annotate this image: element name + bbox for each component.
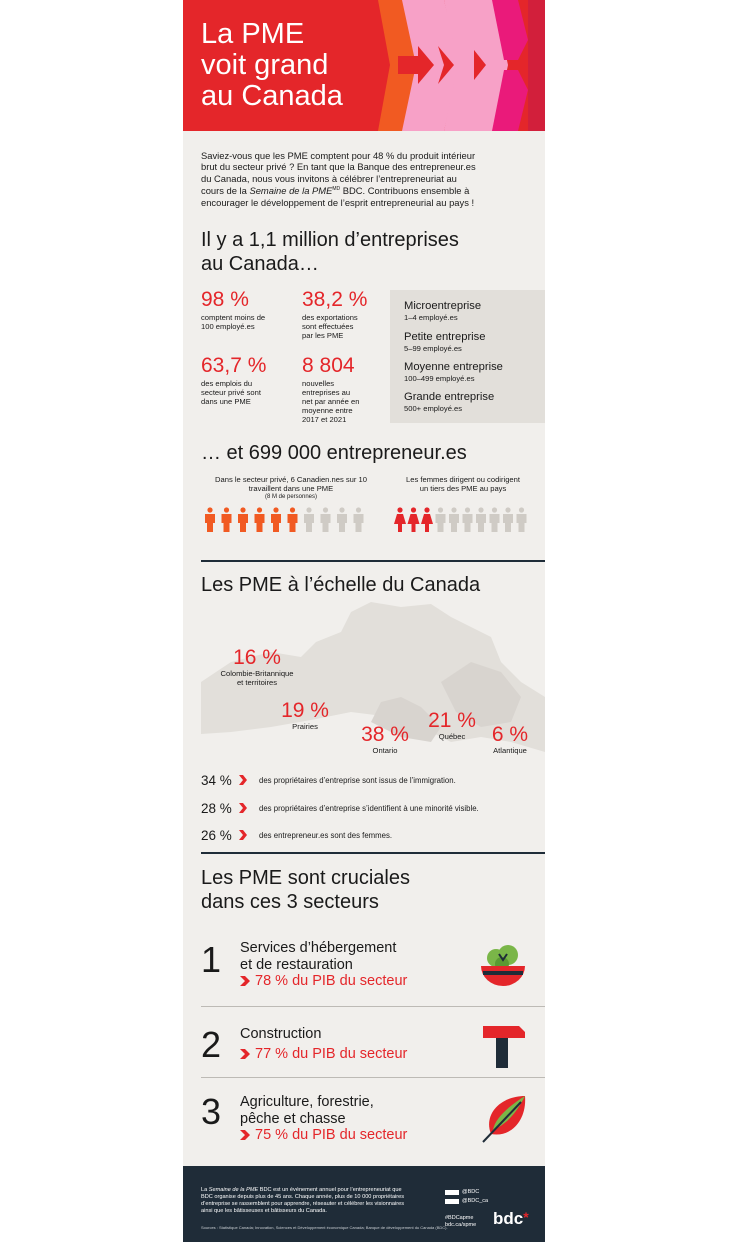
salad-bowl-icon — [479, 944, 527, 990]
website-link[interactable]: bdc.ca/spme — [445, 1222, 477, 1228]
size-small: Petite entreprise 5–99 employé.es — [404, 331, 486, 353]
arrow-right-icon — [239, 775, 247, 785]
social-handle-link[interactable]: @BDC_ca — [462, 1198, 489, 1204]
hammer-icon — [479, 1022, 527, 1070]
intro-line: brut du secteur privé ? En tant que la Banque des entrepreneur.es — [201, 161, 476, 173]
footer — [183, 1166, 545, 1242]
section-divider — [201, 560, 545, 562]
section-divider — [201, 852, 545, 854]
social-icons — [445, 1190, 459, 1195]
person-icon — [490, 507, 500, 532]
person-icon — [271, 507, 281, 532]
intro-line: Saviez-vous que les PME comptent pour 48 % du produit intérieur — [201, 150, 476, 161]
stat-immigration: 34 % des propriétaires d’entreprise sont issus de l’immigration. — [201, 772, 456, 788]
arrow-right-icon — [240, 975, 251, 987]
regions-heading: Les PME à l’échelle du Canada — [201, 574, 481, 596]
size-medium: Moyenne entreprise 100–499 employé.es — [404, 361, 503, 383]
sector-accommodation: Services d’hébergement et de restauration 78 % du PIB du secteur — [240, 940, 408, 989]
person-icon — [337, 507, 347, 532]
person-icon — [463, 507, 473, 532]
stat-value: 98 % — [201, 288, 249, 311]
stat-value: 38,2 % — [302, 288, 368, 311]
intro-paragraph — [201, 150, 545, 208]
person-icon — [421, 507, 433, 532]
businesses-heading: Il y a 1,1 million d’entreprises au Canada… — [201, 229, 459, 275]
stat-women: 26 % des entrepreneur.es sont des femmes. — [201, 827, 393, 843]
person-icon — [288, 507, 298, 532]
stat-value: 63,7 % — [201, 354, 267, 377]
stat-small-business: 98 % comptent moins de 100 employé.es — [201, 288, 266, 331]
person-icon — [354, 507, 364, 532]
person-icon — [408, 507, 420, 532]
arrow-right-icon — [240, 1129, 251, 1141]
stat-visible-minority: 28 % des propriétaires d’entreprise s’identifient à une minorité visible. — [201, 800, 479, 816]
women-caption: Les femmes dirigent ou codirigent un tiers des PME au pays — [406, 475, 520, 493]
footer-links — [445, 1215, 476, 1229]
sector-number: 2 — [201, 1024, 222, 1065]
stat-new-businesses: 8 804 nouvelles entreprises au net par année en moyenne entre 2017 et 2021 — [302, 354, 360, 424]
intro-line: encourager le développement de l’esprit entrepreneurial au pays ! — [201, 196, 475, 208]
business-size-box — [390, 290, 545, 423]
leaf-icon — [481, 1094, 527, 1144]
footer-description: La Semaine de la PME BDC est un événement annuel pour l’entrepreneuriat que BDC organise depuis plus de 45 ans. Chaque année, plus de 10 000 propriétaires d’entreprise se rassemblent pour apprendre, réseauter et célébrer les visionnaires ainsi que les bâtisseuses et bâtisseurs du Canada. — [201, 1187, 405, 1214]
page-title — [201, 19, 343, 112]
people-women-pictogram — [393, 507, 538, 533]
title-line: voit grand — [201, 49, 329, 81]
person-icon — [436, 507, 446, 532]
footer-social — [445, 1188, 488, 1206]
region-prairies: 19 % Prairies — [281, 699, 329, 731]
people-workers-pictogram — [203, 507, 373, 533]
sectors-heading: Les PME sont cruciales dans ces 3 secteurs — [201, 867, 410, 913]
title-line: au Canada — [201, 80, 343, 112]
private-sector-caption: Dans le secteur privé, 6 Canadien.nes sur 10 travaillent dans une PME (8 M de personnes) — [215, 475, 367, 500]
infographic-page — [183, 0, 545, 1242]
person-icon — [222, 507, 232, 532]
arrow-right-icon — [239, 803, 247, 813]
entrepreneurs-heading: … et 699 000 entrepreneur.es — [201, 442, 467, 464]
person-icon — [321, 507, 331, 532]
bdc-logo: bdc* — [493, 1209, 529, 1228]
title-line: La PME — [201, 18, 305, 50]
arrow-right-icon — [240, 1048, 251, 1060]
sector-agriculture: Agriculture, forestrie, pêche et chasse 75 % du PIB du secteur — [240, 1094, 408, 1143]
sector-number: 3 — [201, 1091, 222, 1132]
region-quebec: 21 % Québec — [428, 709, 476, 741]
sector-separator — [201, 1077, 545, 1078]
footer-sources: Sources : Statistique Canada; Innovation, Sciences et Développement économique Canada; Banque de développement du Canada (BDC). — [201, 1225, 448, 1230]
hashtag: #BDCapme — [445, 1215, 474, 1221]
person-icon — [517, 507, 527, 532]
arrow-right-icon — [239, 830, 247, 840]
stat-value: 8 804 — [302, 354, 355, 377]
intro-line: du Canada, nous vous invitons à célébrer l’entrepreneuriat au — [201, 172, 457, 184]
region-atlantic: 6 % Atlantique — [491, 723, 529, 755]
social-icons — [445, 1199, 459, 1204]
person-icon — [394, 507, 406, 532]
arrow-chevrons-graphic — [378, 0, 545, 131]
person-icon — [255, 507, 265, 532]
social-handle-link[interactable]: @BDC — [462, 1189, 480, 1195]
size-large: Grande entreprise 500+ employé.es — [404, 391, 495, 413]
size-micro: Microentreprise 1–4 employé.es — [404, 300, 482, 322]
intro-line: cours de la Semaine de la $PME^{MD}$ BDC. Contribuons ensemble à — [201, 185, 470, 197]
stat-jobs: 63,7 % des emplois du secteur privé sont dans une PME — [201, 354, 267, 406]
person-icon — [476, 507, 486, 532]
region-ontario: 38 % Ontario — [361, 723, 409, 755]
sector-construction: Construction 77 % du PIB du secteur — [240, 1026, 408, 1062]
sector-separator — [201, 1006, 545, 1007]
person-icon — [304, 507, 314, 532]
stat-exports: 38,2 % des exportations sont effectuées par les PME — [302, 288, 368, 340]
header-banner — [183, 0, 545, 131]
person-icon — [205, 507, 215, 532]
person-icon — [449, 507, 459, 532]
person-icon — [238, 507, 248, 532]
region-bc: 16 % Colombie-Britannique et territoires — [220, 646, 294, 687]
sector-number: 1 — [201, 939, 222, 980]
person-icon — [503, 507, 513, 532]
